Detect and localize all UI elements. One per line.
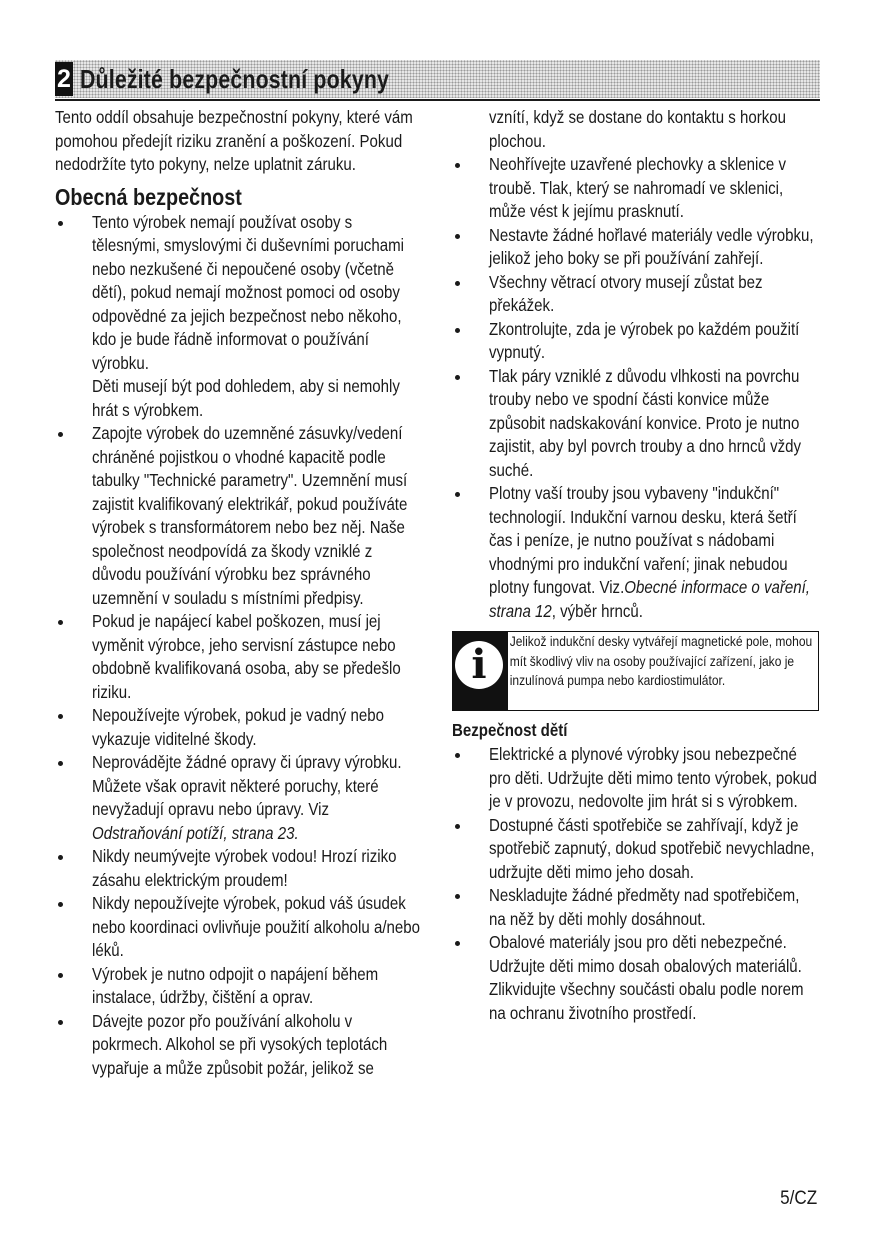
list-item [55, 892, 425, 963]
list-item [55, 845, 425, 892]
list-item-text: Zkontrolujte, zda je výrobek po každém použití vypnutý. [489, 318, 800, 362]
header-divider [55, 99, 820, 101]
info-icon [452, 631, 508, 711]
bullet-icon [58, 855, 63, 860]
bullet-icon [58, 714, 63, 719]
list-item [452, 271, 822, 318]
bullet-icon [455, 375, 460, 380]
list-item-text: Nepoužívejte výrobek, pokud je vadný nebo vykazuje viditelné škody. [92, 705, 384, 749]
list-item [55, 422, 425, 610]
list-item-text: Dostupné části spotřebiče se zahřívají, když je spotřebič zapnutý, dokud spotřebič nevychladne, udržujte děti mimo jeho dosah. [489, 814, 815, 882]
info-note [452, 631, 822, 711]
list-item-text: Výrobek je nutno odpojit o napájení během instalace, údržby, čištění a oprav. [92, 963, 379, 1007]
list-item [452, 482, 822, 623]
list-item [55, 963, 425, 1010]
bullet-icon [455, 281, 460, 286]
list-item [452, 931, 822, 1025]
list-item [452, 224, 822, 271]
intro-paragraph: Tento oddíl obsahuje bezpečnostní pokyny, které vám pomohou předejít riziku zranění a poškození. Pokud nedodržíte tyto pokyny, nelze uplatnit záruku. [55, 107, 413, 174]
list-item-text: Dávejte pozor přo používání alkoholu v pokrmech. Alkohol se při vysokých teplotách vypařuje a může způsobit požár, jelikož se [92, 1010, 388, 1078]
cross-reference-link: Obecné informace o vaření, strana 12 [489, 577, 810, 621]
bullet-icon [58, 1020, 63, 1025]
list-item-text: Nestavte žádné hořlavé materiály vedle výrobku, jelikož jeho boky se při používání zahřejí. [489, 224, 814, 268]
bullet-icon [58, 432, 63, 437]
list-item-text: Tlak páry vzniklé z důvodu vlhkosti na povrchu trouby nebo ve spodní části konvice může způsobit nadskakování konvice. Proto je nutno zajistit, aby byl povrch trouby a dno hrnců vždy suché. [489, 365, 802, 480]
list-item [55, 704, 425, 751]
list-item [55, 751, 425, 845]
bullet-icon [455, 941, 460, 946]
info-note-box [508, 631, 819, 711]
list-item-text [489, 482, 818, 623]
page-title: Důležité bezpečnostní pokyny [80, 64, 390, 94]
list-item-text: Tento výrobek nemají používat osoby s tělesnými, smyslovými či duševními poruchami nebo nezkušené či nepoučené osoby (včetně dětí), pokud nemají možnost pomoci od osoby odpovědné za jejich bezpečnost nebo někoho, kdo je bude řádně informovat o používání výrobku. [92, 211, 404, 373]
child-safety-list [452, 743, 822, 1025]
child-safety-heading: Bezpečnost dětí [452, 720, 568, 740]
bullet-icon [58, 761, 63, 766]
bullet-icon [58, 221, 63, 226]
list-item-text: Obalové materiály jsou pro děti nebezpečné. Udržujte děti mimo dosah obalových materiálů. Zlikvidujte všechny součásti obalu podle norem na ochranu životního prostředí. [489, 932, 804, 1023]
list-item [55, 211, 425, 423]
bullet-icon [58, 973, 63, 978]
list-item [452, 814, 822, 885]
list-item-text: Všechny větrací otvory musejí zůstat bez překážek. [489, 271, 763, 315]
right-column [452, 106, 822, 1025]
bullet-icon [455, 328, 460, 333]
item-text: Plotny vaší trouby jsou vybaveny "indukční" technologií. Indukční varnou desku, která šetří čas i peníze, je nutno používat s nádobami vhodnými pro indukční vaření; jinak nebudou plotny fungovat. Viz. [489, 483, 797, 597]
bullet-icon [58, 620, 63, 625]
list-item-text: Elektrické a plynové výrobky jsou nebezpečné pro děti. Udržujte děti mimo tento výrobek, pokud je v provozu, nedovolte jim hrát si s výrobkem. [489, 744, 817, 811]
general-safety-list-continued [452, 106, 822, 623]
cross-reference-link: Odstraňování potíží, strana 23. [92, 822, 299, 843]
bullet-icon [455, 753, 460, 758]
list-item [452, 318, 822, 365]
list-item [452, 153, 822, 224]
bullet-icon [455, 894, 460, 899]
bullet-icon [455, 163, 460, 168]
bullet-icon [58, 902, 63, 907]
general-safety-heading: Obecná bezpečnost [55, 183, 242, 210]
page-number: 5/CZ [779, 1188, 817, 1209]
list-item-text: Děti musejí být pod dohledem, aby si nemohly hrát s výrobkem. [92, 376, 400, 420]
left-column [55, 106, 425, 1080]
info-note-text: Jelikož indukční desky vytvářejí magnetické pole, mohou mít škodlivý vliv na osoby používající zařízení, jako je inzulínová pumpa nebo kardiostimulátor. [509, 633, 813, 688]
info-icon-letter: i [455, 641, 503, 689]
list-item [452, 743, 822, 814]
bullet-icon [455, 234, 460, 239]
list-item-text: Neohřívejte uzavřené plechovky a sklenice v troubě. Tlak, který se nahromadí ve sklenici, může vést k jejímu prasknutí. [489, 154, 786, 221]
list-item-text: Neskladujte žádné předměty nad spotřebičem, na něž by děti mohly dosáhnout. [489, 885, 800, 929]
list-item-text: vznítí, když se dostane do kontaktu s horkou plochou. [489, 107, 786, 151]
list-item-text: Pokud je napájecí kabel poškozen, musí jej vyměnit výrobce, jeho servisní zástupce nebo obdobně kvalifikovaná osoba, aby se předešlo riziku. [92, 611, 401, 702]
list-item [452, 884, 822, 931]
list-item-text: Zapojte výrobek do uzemněné zásuvky/vedení chráněné pojistkou o vhodné kapacitě podle tabulky "Technické parametry". Uzemnění musí zajistit kvalifikovaný elektrikář, pokud používáte výrobek s transformátorem nebo bez něj. Naše společnost neodpovídá za škody vzniklé z důvodu používání výrobku bez správného uzemnění v souladu s místními předpisy. [92, 423, 408, 608]
item-text-end: , výběr hrnců. [551, 600, 643, 621]
list-item-continued [452, 106, 822, 153]
general-safety-list [55, 211, 425, 1081]
list-item [55, 610, 425, 704]
chapter-number-badge: 2 [55, 62, 73, 96]
list-item-text: Nikdy nepoužívejte výrobek, pokud váš úsudek nebo koordinaci ovlivňuje použití alkoholu a/nebo léků. [92, 893, 420, 960]
list-item [452, 365, 822, 483]
list-item [55, 1010, 425, 1081]
item-text: Neprovádějte žádné opravy či úpravy výrobku. Můžete však opravit některé poruchy, které nevyžadují opravu nebo úpravy. Viz [92, 752, 402, 819]
list-item-text [92, 751, 421, 845]
bullet-icon [455, 492, 460, 497]
list-item-text: Nikdy neumývejte výrobek vodou! Hrozí riziko zásahu elektrickým proudem! [92, 846, 397, 890]
bullet-icon [455, 824, 460, 829]
